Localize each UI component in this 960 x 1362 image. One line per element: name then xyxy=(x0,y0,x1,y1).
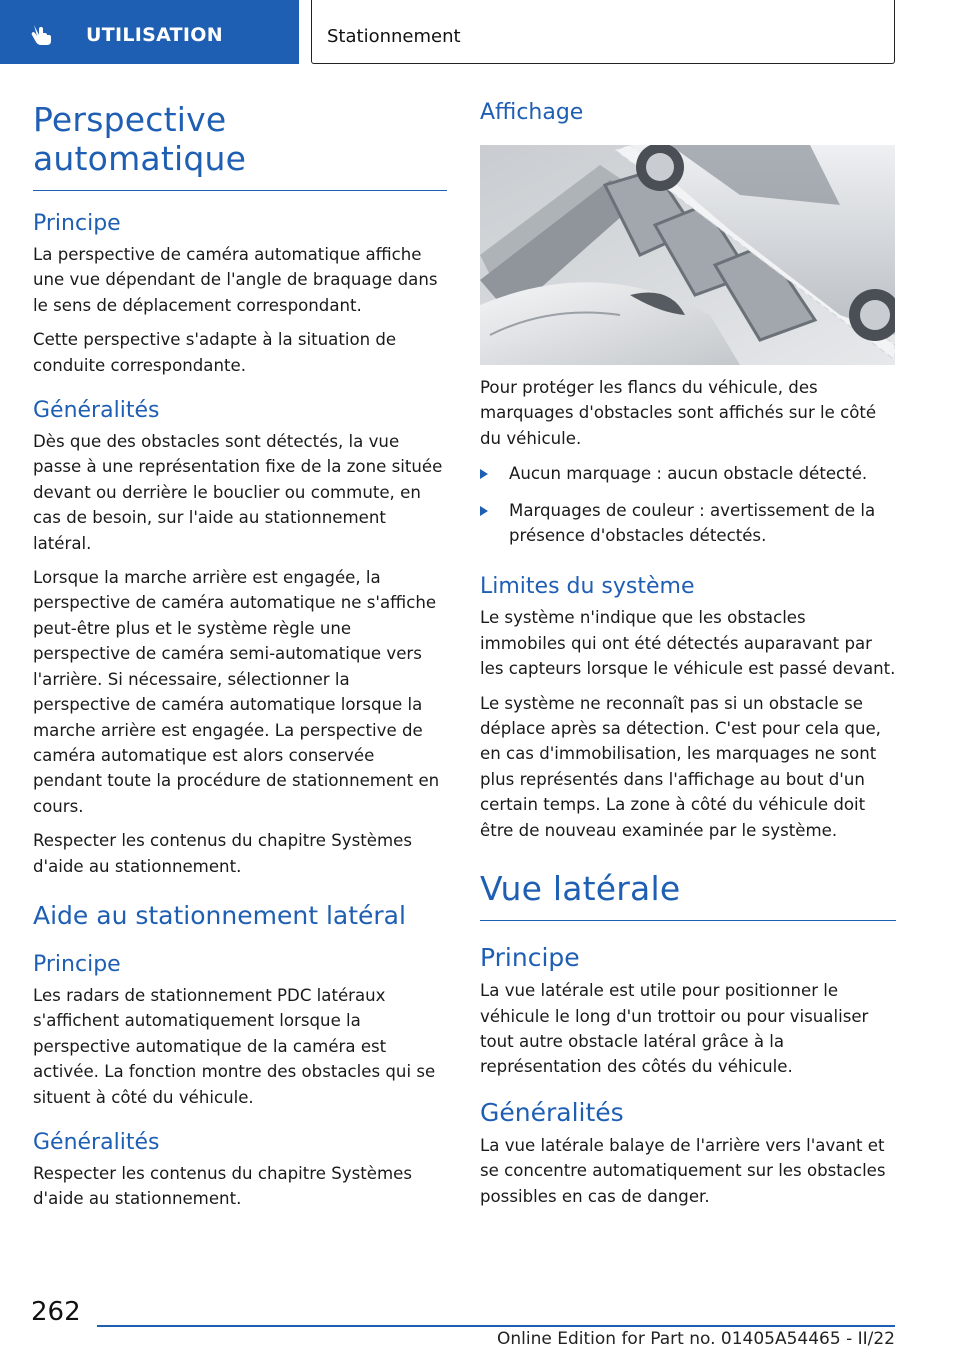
paragraph: La perspective de caméra automatique affiche une vue dépendant de l'angle de braquage dans le sens de déplacement correspondant. xyxy=(33,245,438,315)
paragraph: La vue latérale balaye de l'arrière vers l'avant et se concentre automatiquement sur les obstacles possibles en cas de danger. xyxy=(480,1135,886,1206)
right-column xyxy=(480,100,896,1209)
heading-generalites: Généralités xyxy=(33,398,160,424)
heading-limites-du-systeme: Limites du système xyxy=(480,574,695,600)
paragraph: Respecter les contenus du chapitre Systèmes d'aide au stationnement. xyxy=(33,831,412,876)
hand-pointer-icon xyxy=(30,23,56,47)
heading-perspective-automatique: Perspective automatique xyxy=(33,100,447,191)
paragraph: Le système ne reconnaît pas si un obstacle se déplace après sa détection. C'est pour cela que, en cas d'immobilisation, les marquages ne sont plus représentés dans l'affichage au bout d'un certain temps. La zone à côté du véhicule doit être de nouveau examinée par le système. xyxy=(480,693,881,840)
section-label: Stationnement xyxy=(327,26,461,47)
list-item: Marquages de couleur : avertissement de la présence d'obstacles détectés. xyxy=(480,498,896,549)
chapter-tab xyxy=(0,0,299,64)
heading-affichage: Affichage xyxy=(480,100,584,125)
left-column xyxy=(33,100,447,1212)
paragraph: Cette perspective s'adapte à la situation de conduite correspondante. xyxy=(33,330,397,375)
heading-aide-stationnement-lateral: Aide au stationnement latéral xyxy=(33,900,406,930)
triangle-bullet-icon xyxy=(480,469,488,479)
paragraph: La vue latérale est utile pour positionner le véhicule le long d'un trottoir ou pour visualiser tout autre obstacle latéral grâce à la représentation des côtés du véhicule. xyxy=(480,981,869,1077)
paragraph: Pour protéger les flancs du véhicule, des marquages d'obstacles sont affichés sur le côté du véhicule. xyxy=(480,378,877,448)
chapter-label: UTILISATION xyxy=(86,24,223,46)
paragraph: Respecter les contenus du chapitre Systèmes d'aide au stationnement. xyxy=(33,1163,412,1209)
heading-generalites: Généralités xyxy=(480,1097,624,1127)
paragraph: Lorsque la marche arrière est engagée, la perspective de caméra automatique ne s'affiche peut-être plus et le système règle une perspective de caméra semi-automatique vers l'arrière. Si nécessaire, sélectionner la perspective de caméra automatique lorsque la marche arrière est engagée. La perspective de caméra automatique est alors conservée pendant toute la procédure de stationnement en cours. xyxy=(33,568,440,816)
section-header xyxy=(311,0,895,64)
heading-vue-laterale: Vue latérale xyxy=(480,869,896,921)
heading-principe: Principe xyxy=(33,211,121,236)
paragraph: Le système n'indique que les obstacles immobiles qui ont été détectés auparavant par les capteurs lorsque le véhicule est passé devant. xyxy=(480,608,896,679)
list-item: Aucun marquage : aucun obstacle détecté. xyxy=(480,461,896,486)
heading-principe: Principe xyxy=(480,943,580,973)
footer-divider xyxy=(97,1325,895,1327)
paragraph: Les radars de stationnement PDC latéraux s'affichent automatiquement lorsque la perspective automatique de la caméra est activée. La fonction montre des obstacles qui se situent à côté du véhicule. xyxy=(33,985,436,1107)
heading-generalites: Généralités xyxy=(33,1129,160,1155)
bullet-list xyxy=(480,461,896,548)
edition-note: Online Edition for Part no. 01405A54465 - II/22 xyxy=(496,1329,895,1349)
heading-principe: Principe xyxy=(33,951,121,977)
page-number: 262 xyxy=(31,1297,81,1327)
triangle-bullet-icon xyxy=(480,506,488,516)
parking-side-view-image xyxy=(480,145,895,365)
paragraph: Dès que des obstacles sont détectés, la vue passe à une représentation fixe de la zone située devant ou derrière le bouclier ou commute, en cas de besoin, sur l'aide au stationnement latéral. xyxy=(33,432,443,553)
